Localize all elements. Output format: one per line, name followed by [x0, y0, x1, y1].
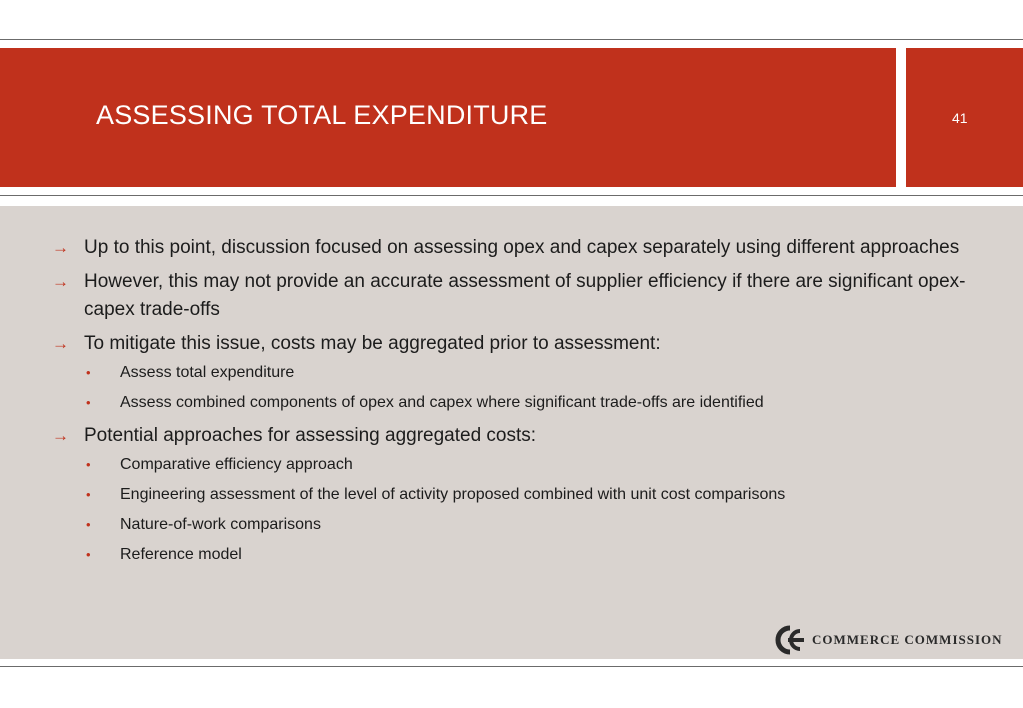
bullet-dot-icon: • — [86, 395, 91, 410]
bullet-dot-icon: • — [86, 487, 91, 502]
sub-bullet-text: Nature-of-work comparisons — [120, 516, 321, 533]
bullet-item — [0, 234, 1023, 262]
sub-bullet-item — [0, 362, 1023, 384]
logo-text: COMMERCE COMMISSION — [812, 632, 1003, 647]
bullet-text: However, this may not provide an accurate assessment of supplier efficiency if there are significant opex-capex trade-offs — [84, 271, 966, 320]
arrow-icon: → — [52, 238, 69, 257]
sub-bullet-item — [0, 514, 1023, 536]
arrow-icon: → — [52, 334, 69, 353]
commerce-commission-logo-icon — [774, 625, 810, 655]
bullet-item — [0, 422, 1023, 450]
bullet-dot-icon: • — [86, 457, 91, 472]
bullet-text: Potential approaches for assessing aggregated costs: — [84, 425, 537, 446]
sub-bullet-text: Comparative efficiency approach — [120, 456, 353, 473]
sub-bullet-text: Reference model — [120, 546, 242, 563]
bullet-text: Up to this point, discussion focused on assessing opex and capex separately using different approaches — [84, 237, 960, 258]
bottom-rule — [0, 666, 1023, 667]
bullet-dot-icon: • — [86, 547, 91, 562]
sub-bullet-text: Assess combined components of opex and capex where significant trade-offs are identified — [120, 394, 764, 411]
sub-bullet-text: Engineering assessment of the level of activity proposed combined with unit cost comparisons — [120, 486, 786, 503]
header-rule — [0, 195, 1023, 196]
sub-bullet-item — [0, 484, 1023, 506]
sub-bullet-item — [0, 392, 1023, 414]
page-number: 41 — [952, 110, 968, 126]
bullet-dot-icon: • — [86, 517, 91, 532]
bullet-item — [0, 330, 1023, 358]
content-panel — [0, 206, 1023, 659]
top-rule — [0, 39, 1023, 40]
sub-bullet-item — [0, 454, 1023, 476]
arrow-icon: → — [52, 272, 69, 291]
bullet-list — [0, 234, 1023, 574]
slide-title: ASSESSING TOTAL EXPENDITURE — [96, 100, 548, 130]
sub-bullet-item — [0, 544, 1023, 566]
bullet-text: To mitigate this issue, costs may be aggregated prior to assessment: — [84, 333, 661, 354]
commerce-commission-logo — [774, 625, 1004, 655]
sub-bullet-text: Assess total expenditure — [120, 364, 295, 381]
arrow-icon: → — [52, 426, 69, 445]
bullet-dot-icon: • — [86, 365, 91, 380]
bullet-item — [0, 268, 1023, 324]
